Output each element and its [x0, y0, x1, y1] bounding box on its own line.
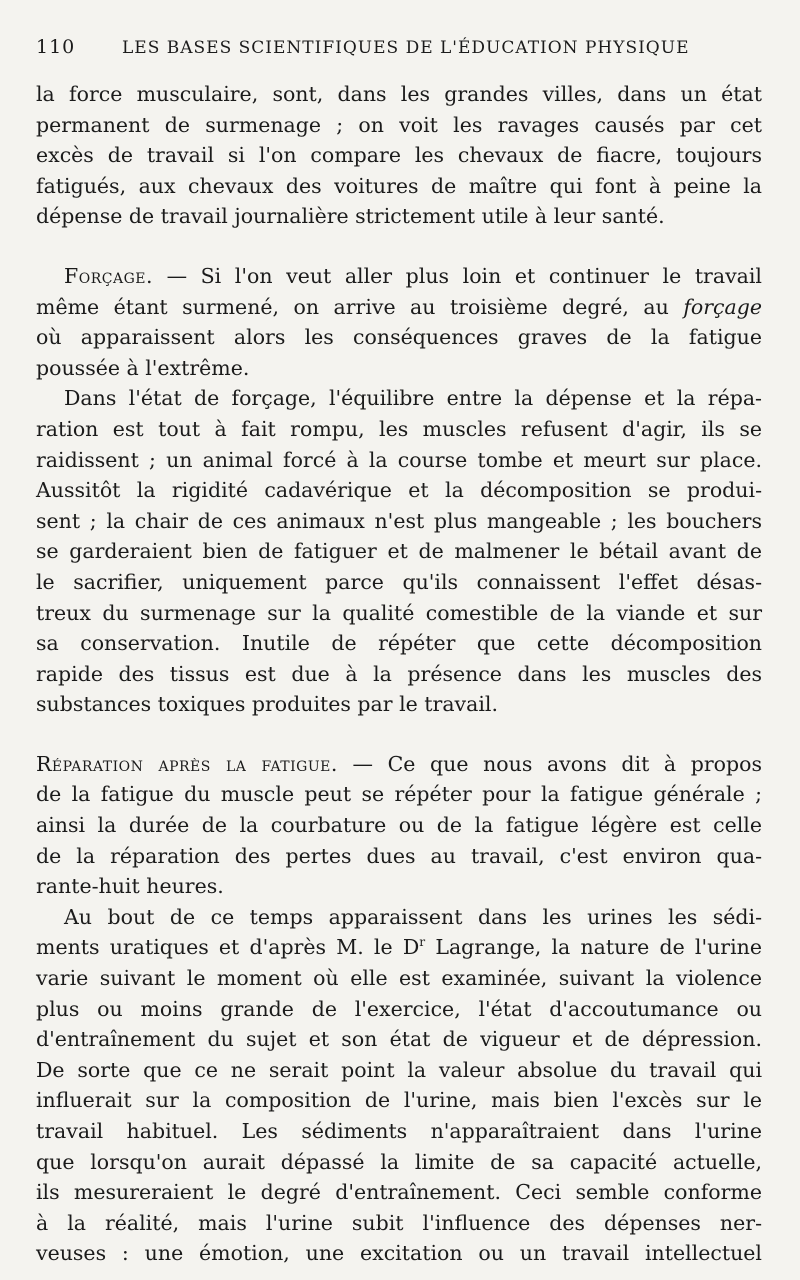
text-line: dépense de travail journalière strictement utile à leur santé. [36, 204, 665, 229]
text-run: — Ce que nous avons dit à propos [352, 751, 762, 776]
text-line: substances toxiques produites par le travail. [36, 692, 498, 717]
text-line: ainsi la durée de la courbature ou de la fatigue légère est celle [36, 813, 762, 838]
text-line: ration est tout à fait rompu, les muscles refusent d'agir, ils se [36, 416, 762, 441]
text-line: influerait sur la composition de l'urine, mais bien l'excès sur le [36, 1088, 762, 1113]
text-line: d'entraînement du sujet et son état de vigueur et de dépression. [36, 1027, 762, 1052]
text-line: sa conservation. Inutile de répéter que cette décomposition [36, 631, 762, 656]
paragraph [36, 902, 762, 1269]
text-line: ils mesureraient le degré d'entraînement. Ceci semble conforme [36, 1180, 762, 1205]
text-line [36, 902, 762, 933]
page-number: 110 [36, 36, 76, 58]
paragraph [36, 383, 762, 720]
text-line [36, 749, 762, 780]
text-line: plus ou moins grande de l'exercice, l'état d'accoutumance ou [36, 996, 762, 1021]
body-text [36, 79, 762, 1269]
text-run: — Si l'on veut aller plus loin et continuer le travail [166, 263, 762, 288]
text-line: rante-huit heures. [36, 874, 224, 899]
text-line: varie suivant le moment où elle est examinée, suivant la violence [36, 966, 762, 991]
text-line: raidissent ; un animal forcé à la course tombe et meurt sur place. [36, 447, 762, 472]
section-heading: Forçage. [64, 263, 153, 288]
italic-term: forçage [683, 294, 762, 319]
text-run: Au bout de ce temps apparaissent dans les urines les sédi- [64, 904, 762, 929]
text-line: rapide des tissus est due à la présence dans les muscles des [36, 661, 762, 686]
text-line: fatigués, aux chevaux des voitures de maître qui font à peine la [36, 173, 762, 198]
text-line: poussée à l'extrême. [36, 355, 250, 380]
text-line [36, 292, 762, 323]
section-heading: Réparation après la fatigue. [36, 751, 338, 776]
text-line: De sorte que ce ne serait point la valeur absolue du travail qui [36, 1057, 762, 1082]
text-line: se garderaient bien de fatiguer et de malmener le bétail avant de [36, 539, 762, 564]
text-run: même étant surmené, on arrive au troisième degré, au [36, 294, 669, 319]
text-run: ments uratiques et d'après M. le D [36, 935, 420, 960]
text-line: Aussitôt la rigidité cadavérique et la décomposition se produi- [36, 478, 762, 503]
text-line [36, 932, 762, 963]
text-line: sent ; la chair de ces animaux n'est plus mangeable ; les bouchers [36, 508, 762, 533]
text-run: Dans l'état de forçage, l'équilibre entre la dépense et la répa- [64, 386, 762, 411]
text-line: treux du surmenage sur la qualité comestible de la viande et sur [36, 600, 762, 625]
text-line: à la réalité, mais l'urine subit l'influence des dépenses ner- [36, 1210, 762, 1235]
text-line: que lorsqu'on aurait dépassé la limite de sa capacité actuelle, [36, 1149, 762, 1174]
superscript: r [419, 935, 426, 950]
running-title: LES BASES SCIENTIFIQUES DE L'ÉDUCATION PHYSIQUE [122, 38, 690, 58]
text-line [36, 261, 762, 292]
section-reparation [36, 749, 762, 902]
text-line: où apparaissent alors les conséquences graves de la fatigue [36, 325, 762, 350]
text-line: de la fatigue du muscle peut se répéter pour la fatigue générale ; [36, 782, 762, 807]
text-line: de la réparation des pertes dues au travail, c'est environ qua- [36, 843, 762, 868]
text-line [36, 383, 762, 414]
text-line: la force musculaire, sont, dans les grandes villes, dans un état [36, 82, 762, 106]
text-line: excès de travail si l'on compare les chevaux de fiacre, toujours [36, 143, 762, 168]
section-forcage [36, 261, 762, 383]
text-run: Lagrange, la nature de l'urine [425, 935, 763, 960]
text-line: permanent de surmenage ; on voit les ravages causés par cet [36, 112, 762, 137]
paragraph-continuation [36, 79, 762, 232]
text-line: veuses : une émotion, une excitation ou un travail intellectuel [36, 1241, 762, 1266]
text-line: travail habituel. Les sédiments n'apparaîtraient dans l'urine [36, 1119, 762, 1143]
running-header [36, 36, 766, 66]
text-line: le sacrifier, uniquement parce qu'ils connaissent l'effet désas- [36, 569, 762, 594]
